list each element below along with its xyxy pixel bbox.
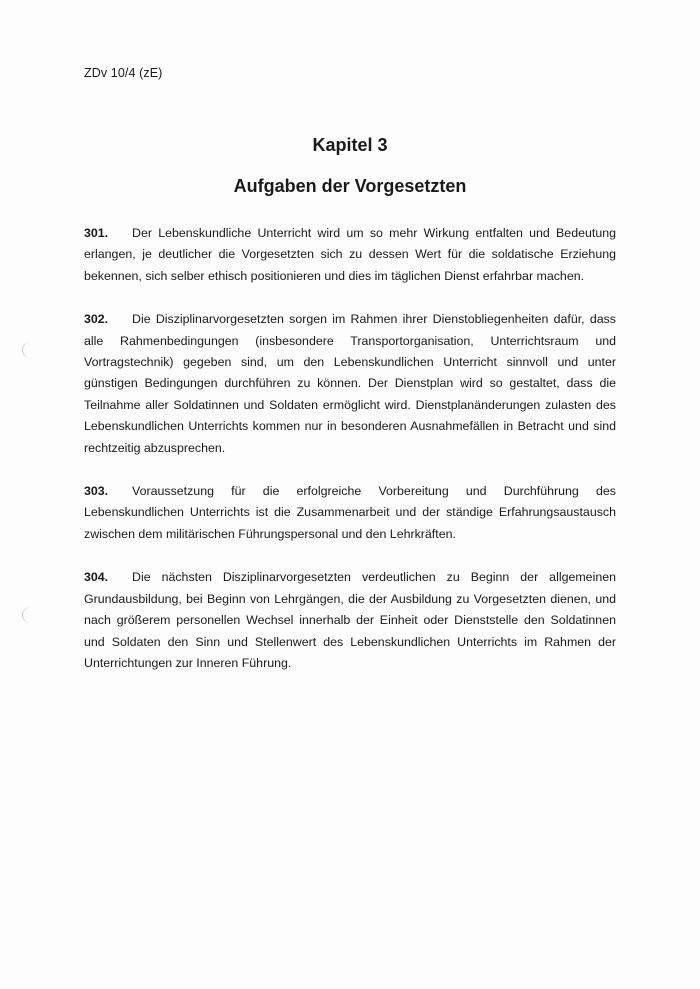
document-reference: ZDv 10/4 (zE) (84, 66, 163, 80)
punch-hole-mark (22, 342, 39, 358)
paragraph-303 (84, 481, 616, 545)
paragraph-number: 301. (84, 226, 109, 240)
paragraph-number: 303. (84, 484, 109, 499)
paragraph-302 (84, 309, 616, 459)
paragraph-text: Der Lebenskundliche Unterricht wird um so mehr Wirkung entfalten und Bedeutung erlangen, je deutlicher die Vorgesetzten sich zu dessen Wert für die soldatische Erziehung bekennen, sich selber ethisch positionieren und dies im täglichen Dienst erfahrbar machen. (84, 226, 616, 283)
paragraph-text: Voraussetzung für die erfolgreiche Vorbereitung und Durchführung des Lebenskundlichen Unterrichts ist die Zusammenarbeit und der ständige Erfahrungsaustausch zwischen dem militärischen Führungspersonal und den Lehrkräften. (84, 484, 616, 541)
paragraph-text: Die Disziplinarvorgesetzten sorgen im Rahmen ihrer Dienstobliegenheiten dafür, dass alle Rahmenbedingungen (insbesondere Transportorganisation, Unterrichtsraum und Vortragstechnik) gegeben sind, um den Lebenskundlichen Unterricht sinnvoll und unter günstigen Bedingungen durchführen zu können. Der Dienstplan wird so gestaltet, dass die Teilnahme aller Soldatinnen und Soldaten ermöglicht wird. Dienstplanänderungen zulasten des Lebenskundlichen Unterrichts kommen nur in besonderen Ausnahmefällen in Betracht und sind rechtzeitig abzusprechen. (84, 312, 616, 455)
paragraph-301 (84, 223, 616, 287)
paragraph-304 (84, 567, 616, 674)
paragraph-number: 302. (84, 312, 109, 327)
paragraph-number: 304. (84, 570, 109, 585)
body-text (84, 223, 616, 696)
paragraph-text: Die nächsten Disziplinarvorgesetzten verdeutlichen zu Beginn der allgemeinen Grundausbildung, bei Beginn von Lehrgängen, die der Ausbildung zu Vorgesetzten dienen, und nach größerem personellen Wechsel innerhalb der Einheit oder Dienststelle den Soldatinnen und Soldaten den Sinn und Stellenwert des Lebenskundlichen Unterrichts im Rahmen der Unterrichtungen zur Inneren Führung. (84, 570, 616, 670)
chapter-number: Kapitel 3 (312, 135, 388, 155)
chapter-title: Aufgaben der Vorgesetzten (233, 176, 467, 196)
punch-hole-mark (22, 607, 39, 623)
